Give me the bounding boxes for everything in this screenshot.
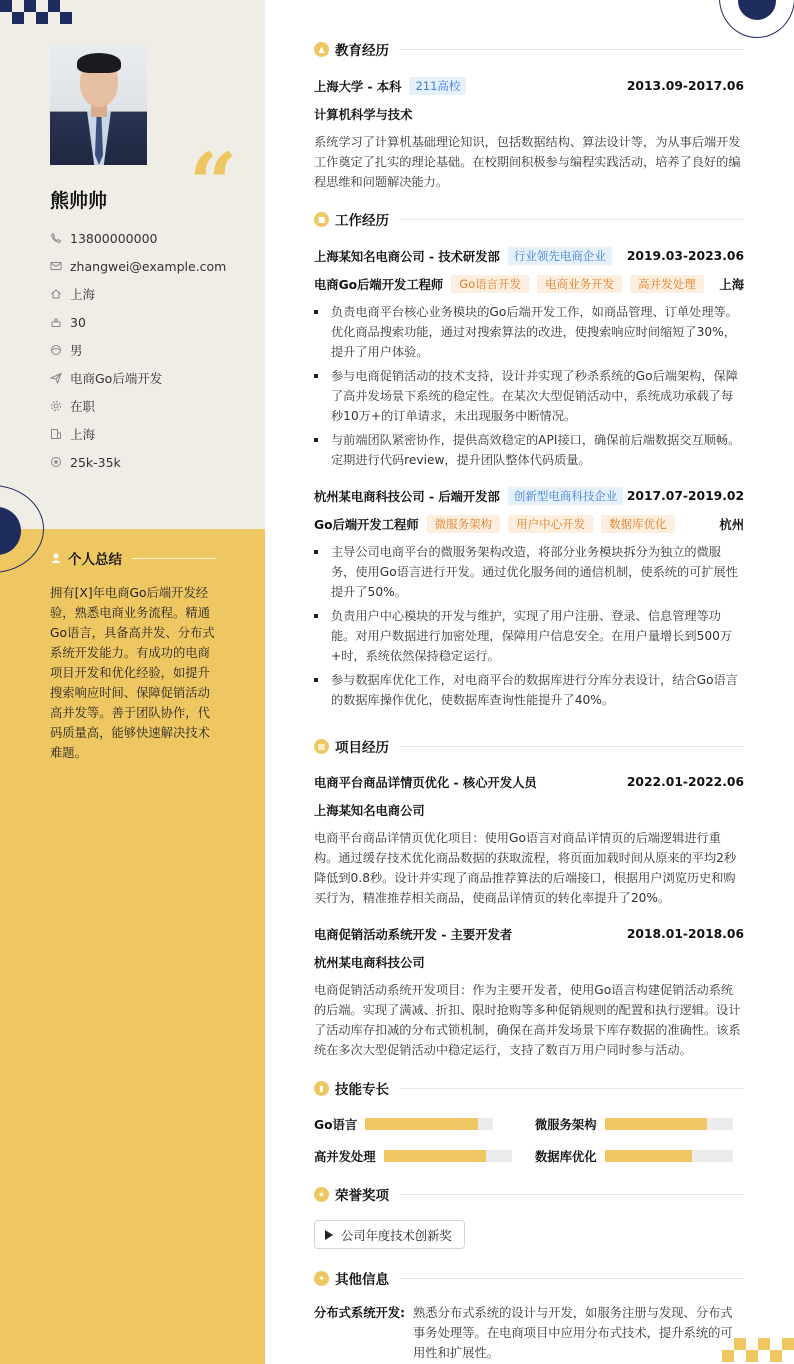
coin-icon: [50, 456, 62, 468]
job-2-company-row: [314, 487, 744, 505]
info-location: [50, 280, 250, 308]
job-2-city: 杭州: [719, 518, 744, 532]
job-bullet: 负责用户中心模块的开发与维护，实现了用户注册、登录、信息管理等功能。对用户数据进行加密处理，保障用户信息安全。在用户量增长到500万+时，系统依然保持稳定运行。: [314, 606, 744, 666]
graduation-cap-icon: ▲: [314, 42, 329, 57]
person-icon: [50, 552, 62, 564]
job-1-company: 上海某知名电商公司 - 技术研发部: [314, 250, 500, 264]
projects-heading: [314, 737, 744, 755]
skill-bar: [605, 1118, 733, 1130]
building-icon: [50, 428, 62, 440]
skill-name: 数据库优化: [535, 1150, 597, 1164]
work-divider: [399, 219, 744, 220]
award-item-label: 公司年度技术创新奖: [341, 1228, 452, 1243]
projects-title: 项目经历: [335, 740, 389, 756]
job-1-tag: Go语言开发: [451, 275, 529, 293]
skill-bar: [384, 1150, 512, 1162]
info-phone: [50, 224, 250, 252]
candidate-name: 熊帅帅: [50, 190, 108, 212]
city-text: 上海: [70, 427, 96, 442]
other-heading: [314, 1269, 744, 1287]
skill-bar-fill: [384, 1150, 486, 1162]
skill-item: [535, 1115, 733, 1133]
position-text: 电商Go后端开发: [70, 371, 163, 386]
project-2-company-row: [314, 953, 744, 971]
job-1-company-row: [314, 247, 744, 265]
education-title: 教育经历: [335, 43, 389, 59]
education-major: 计算机科学与技术: [314, 108, 413, 122]
other-item-value: 熟悉分布式系统的设计与开发，如服务注册与发现、分布式事务处理等。在电商项目中应用分布式技术，提升系统的可用性和扩展性。: [413, 1306, 733, 1360]
job-2-bullets: [314, 542, 744, 714]
info-gender: [50, 336, 250, 364]
info-position: [50, 364, 250, 392]
skill-bar-fill: [365, 1118, 478, 1130]
info-city: [50, 420, 250, 448]
work-heading: [314, 210, 744, 228]
skill-bar: [365, 1118, 493, 1130]
award-item-toggle[interactable]: [314, 1220, 465, 1249]
age-text: 30: [70, 314, 86, 330]
job-bullet: 与前端团队紧密协作，提供高效稳定的API接口，确保前后端数据交互顺畅。定期进行代码review，提升团队整体代码质量。: [314, 430, 744, 470]
mail-icon: [50, 260, 62, 272]
contact-info-list: [50, 224, 250, 476]
other-title: 其他信息: [335, 1272, 389, 1288]
project-2-name: 电商促销活动系统开发 - 主要开发者: [314, 928, 513, 942]
checker-pattern-top-left: [0, 0, 76, 24]
job-1-bullets: [314, 302, 744, 474]
skills-title: 技能专长: [335, 1082, 389, 1098]
job-2-period: 2017.07-2019.02: [626, 489, 744, 503]
skill-bar-fill: [605, 1118, 707, 1130]
job-bullet: 负责电商平台核心业务模块的Go后端开发工作，如商品管理、订单处理等。优化商品搜索功能，通过对搜索算法的改进，使搜索响应时间缩短了30%，提升了用户体验。: [314, 302, 744, 362]
info-age: [50, 308, 250, 336]
gender-icon: [50, 344, 62, 356]
skills-heading: [314, 1079, 744, 1097]
cake-icon: [50, 316, 62, 328]
job-bullet: 参与数据库优化工作，对电商平台的数据库进行分库分表设计，结合Go语言的数据库操作优化，使数据库查询性能提升了40%。: [314, 670, 744, 710]
summary-title: 个人总结: [68, 552, 122, 568]
education-description: 系统学习了计算机基础理论知识，包括数据结构、算法设计等，为从事后端开发工作奠定了扎实的理论基础。在校期间积极参与编程实践活动，培养了良好的编程思维和问题解决能力。: [314, 135, 741, 189]
summary-text: 拥有[X]年电商Go后端开发经验，熟悉电商业务流程。精通Go语言，具备高并发、分布式系统开发能力。有成功的电商项目开发和优化经验，如提升搜索响应时间、保障促销活动高并发等。善于团队协作，代码质量高，能够快速解决技术难题。: [50, 586, 215, 760]
job-2-tag: 微服务架构: [427, 515, 501, 533]
job-1-period: 2019.03-2023.06: [626, 249, 744, 263]
skill-name: Go语言: [314, 1118, 358, 1132]
skills-divider: [399, 1088, 744, 1089]
other-divider: [399, 1278, 744, 1279]
location-text: 上海: [70, 287, 96, 302]
work-title: 工作经历: [335, 213, 389, 229]
skill-bar: [605, 1150, 733, 1162]
education-tag: 211高校: [409, 77, 466, 95]
skill-bar-fill: [605, 1150, 692, 1162]
projects-divider: [399, 746, 744, 747]
salary-text: 25k-35k: [70, 454, 121, 470]
job-2-role-row: [314, 515, 744, 533]
job-2-company: 杭州某电商科技公司 - 后端开发部: [314, 490, 500, 504]
project-1-name: 电商平台商品详情页优化 - 核心开发人员: [314, 776, 537, 790]
education-school: 上海大学 - 本科: [314, 80, 402, 94]
skill-item: [314, 1115, 493, 1133]
project-1-period: 2022.01-2022.06: [626, 775, 744, 789]
play-triangle-icon: [325, 1230, 333, 1240]
project-1-company: 上海某知名电商公司: [314, 804, 425, 818]
education-divider: [399, 49, 744, 50]
summary-heading: [50, 548, 216, 568]
project-2-description: 电商促销活动系统开发项目：作为主要开发者，使用Go语言构建促销活动系统的后端。实现了满减、折扣、限时抢购等多种促销规则的配置和执行逻辑。设计了活动库存扣减的分布式锁机制，确保在高并发场景下库存数据的准确性。该系统在多次大型促销活动中稳定运行，支持了数百万用户同时参与活动。: [314, 983, 741, 1057]
education-major-row: [314, 105, 744, 123]
phone-icon: [50, 232, 62, 244]
job-1-tag: 电商业务开发: [537, 275, 622, 293]
job-2-tag: 数据库优化: [601, 515, 675, 533]
sidebar: [0, 0, 265, 1364]
briefcase-icon: ■: [314, 212, 329, 227]
project-2-period: 2018.01-2018.06: [626, 927, 744, 941]
education-school-row: [314, 77, 744, 95]
info-status: [50, 392, 250, 420]
project-1-company-row: [314, 801, 744, 819]
chart-icon: ▮: [314, 1081, 329, 1096]
skill-item: [535, 1147, 733, 1165]
job-1-role: 电商Go后端开发工程师: [314, 278, 444, 292]
other-item-label: 分布式系统开发:: [314, 1306, 405, 1320]
job-2-tag: 用户中心开发: [508, 515, 593, 533]
awards-title: 荣誉奖项: [335, 1188, 389, 1204]
project-2-company: 杭州某电商科技公司: [314, 956, 425, 970]
job-1-city: 上海: [719, 278, 744, 292]
job-2-role: Go后端开发工程师: [314, 518, 419, 532]
quote-mark-icon: “: [189, 134, 238, 233]
gender-text: 男: [70, 343, 83, 358]
send-icon: [50, 372, 62, 384]
job-bullet: 参与电商促销活动的技术支持，设计并实现了秒杀系统的Go后端架构，保障了高并发场景下系统的稳定性。在某次大型促销活动中，系统成功承载了每秒10万+的订单请求，未出现服务中断情况。: [314, 366, 744, 426]
phone-text: 13800000000: [70, 230, 158, 246]
profile-photo: [50, 45, 147, 165]
status-text: 在职: [70, 399, 96, 414]
skill-item: [314, 1147, 512, 1165]
email-text: zhangwei@example.com: [70, 258, 227, 274]
job-2-company-tag: 创新型电商科技企业: [508, 487, 624, 505]
job-1-company-tag: 行业领先电商企业: [508, 247, 612, 265]
education-period: 2013.09-2017.06: [626, 79, 744, 93]
summary-divider: [132, 558, 216, 559]
trophy-icon: ★: [314, 1187, 329, 1202]
skill-name: 微服务架构: [535, 1118, 597, 1132]
project-1-description: 电商平台商品详情页优化项目：使用Go语言对商品详情页的后端逻辑进行重构。通过缓存技术优化商品数据的获取流程，将页面加载时间从原来的平均2秒降低到0.8秒。设计并实现了商品推荐算法的后端接口，根据用户浏览历史和购买行为，精准推荐相关商品，使商品详情页的转化率提升了20%。: [314, 831, 737, 905]
info-salary: [50, 448, 250, 476]
home-icon: [50, 288, 62, 300]
education-heading: [314, 40, 744, 58]
other-item: [314, 1303, 744, 1363]
job-1-role-row: [314, 275, 744, 293]
awards-divider: [399, 1194, 744, 1195]
job-bullet: 主导公司电商平台的微服务架构改造，将部分业务模块拆分为独立的微服务，使用Go语言进行开发。通过优化服务间的通信机制，使系统的可扩展性提升了50%。: [314, 542, 744, 602]
grid-icon: ▦: [314, 739, 329, 754]
info-icon: ✦: [314, 1271, 329, 1286]
awards-heading: [314, 1185, 744, 1203]
gear-icon: [50, 400, 62, 412]
skill-name: 高并发处理: [314, 1150, 376, 1164]
project-2-row: [314, 925, 744, 943]
info-email: [50, 252, 250, 280]
project-1-row: [314, 773, 744, 791]
job-1-tag: 高并发处理: [630, 275, 704, 293]
